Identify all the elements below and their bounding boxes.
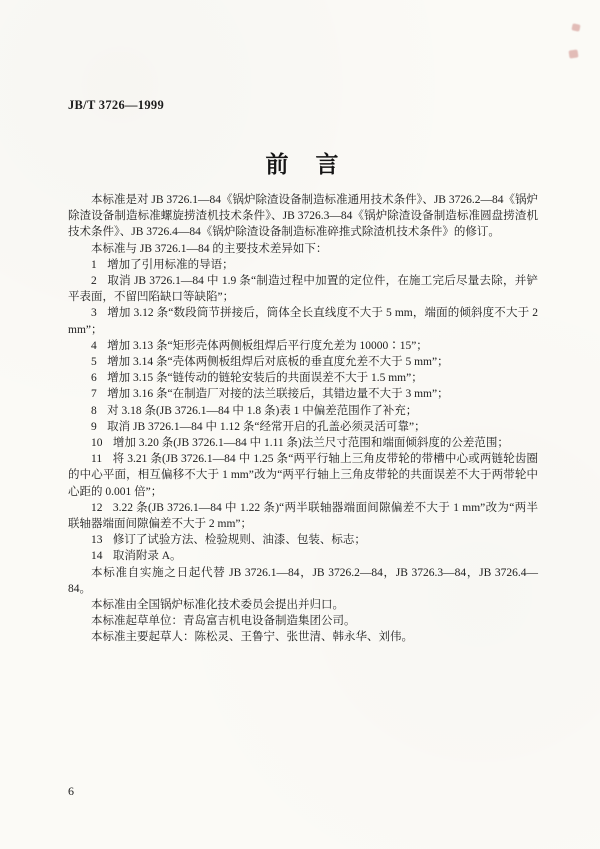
item-number: 8 [91, 404, 97, 417]
issuing-body-statement: 本标准由全国锅炉标准化技术委员会提出并归口。 [91, 599, 344, 612]
item-text: 增加 3.15 条“链传动的链轮安装后的共面误差不大于 1.5 mm”； [107, 372, 423, 385]
difference-item [68, 338, 538, 354]
difference-item [68, 257, 538, 273]
page-number: 6 [68, 784, 74, 798]
item-text: 取消 JB 3726.1—84 中 1.12 条“经常开启的孔盖必须灵活可靠”； [107, 420, 426, 433]
item-text: 修订了试验方法、检验规则、油漆、包装、标志； [112, 534, 366, 547]
difference-item [68, 370, 538, 386]
item-text: 增加 3.12 条“数段筒节拼接后，筒体全长直线度不大于 5 mm，端面的倾斜度不大于 2 mm”； [68, 307, 538, 336]
scan-stamp-marks [566, 24, 586, 70]
red-stamp-mark-icon [571, 23, 580, 32]
foreword-title: 前 言 [265, 152, 341, 177]
item-text: 对 3.18 条(JB 3726.1—84 中 1.8 条)表 1 中偏差范围作了补充； [107, 404, 418, 417]
red-stamp-mark-icon [568, 49, 578, 58]
item-number: 11 [91, 453, 103, 466]
drafters-statement: 本标准主要起草人：陈松灵、王鲁宁、张世清、韩永华、刘伟。 [91, 631, 413, 644]
difference-item [68, 386, 538, 402]
difference-item [68, 548, 538, 564]
item-number: 14 [91, 550, 103, 563]
item-number: 13 [91, 534, 103, 547]
difference-item [68, 532, 538, 548]
drafting-unit-statement: 本标准起草单位：青岛富吉机电设备制造集团公司。 [91, 615, 356, 628]
differences-lead-paragraph: 本标准与 JB 3726.1—84 的主要技术差异如下： [91, 242, 328, 255]
item-text: 取消 JB 3726.1—84 中 1.9 条“制造过程中加置的定位件，在施工完后尽量去除，并铲平表面，不留凹陷缺口等缺陷”； [68, 275, 538, 304]
difference-item [68, 435, 538, 451]
difference-item [68, 273, 538, 305]
intro-paragraph: 本标准是对 JB 3726.1—84《锅炉除渣设备制造标准通用技术条件》、JB 3726.2—84《锅炉除渣设备制造标准螺旋捞渣机技术条件》、JB 3726.3—84《锅炉除渣设备制造标准圆盘捞渣机技术条件》、JB 3726.4—84《锅炉除渣设备制造标准碎推式除渣机技术条件》的修订。 [68, 194, 538, 239]
difference-item [68, 500, 538, 532]
difference-item [68, 305, 538, 337]
item-number: 6 [91, 372, 97, 385]
replacement-statement: 本标准自实施之日起代替 JB 3726.1—84，JB 3726.2—84，JB 3726.3—84，JB 3726.4—84。 [68, 566, 538, 595]
item-number: 4 [91, 339, 97, 352]
item-number: 9 [91, 420, 97, 433]
item-text: 增加 3.20 条(JB 3726.1—84 中 1.11 条)法兰尺寸范围和端面倾斜度的公差范围； [112, 437, 509, 450]
foreword-body [68, 192, 538, 646]
item-number: 10 [91, 437, 103, 450]
item-text: 增加 3.16 条“在制造厂对接的法兰联接后，其错边量不大于 3 mm”； [107, 388, 449, 401]
item-text: 增加 3.14 条“壳体两侧板组焊后对底板的垂直度允差不大于 5 mm”； [107, 356, 449, 369]
item-text: 取消附录 A。 [112, 550, 182, 563]
item-number: 12 [91, 501, 103, 514]
item-number: 3 [91, 307, 97, 320]
standard-code: JB/T 3726—1999 [68, 98, 164, 112]
difference-item [68, 419, 538, 435]
item-text: 3.22 条(JB 3726.1—84 中 1.22 条)“两半联轴器端面间隙偏差不大于 1 mm”改为“两半联轴器端面间隙偏差不大于 2 mm”； [68, 501, 538, 531]
item-text: 增加了引用标准的导语； [107, 258, 234, 271]
item-number: 5 [91, 356, 97, 369]
item-text: 增加 3.13 条“矩形壳体两侧板组焊后平行度允差为 10000∶15”； [107, 339, 428, 352]
item-number: 7 [91, 388, 97, 401]
difference-item [68, 403, 538, 419]
difference-item [68, 451, 538, 500]
item-number: 1 [91, 258, 97, 271]
item-text: 将 3.21 条(JB 3726.1—84 中 1.25 条“两平行轴上三角皮带轮的带槽中心或两链轮齿圈的中心平面，相互偏移不大于 1 mm”改为“两平行轴上三角皮带轮的共面误差不大于两带轮中心距的 0.001 倍”； [68, 453, 538, 498]
item-number: 2 [91, 275, 97, 288]
difference-item [68, 354, 538, 370]
